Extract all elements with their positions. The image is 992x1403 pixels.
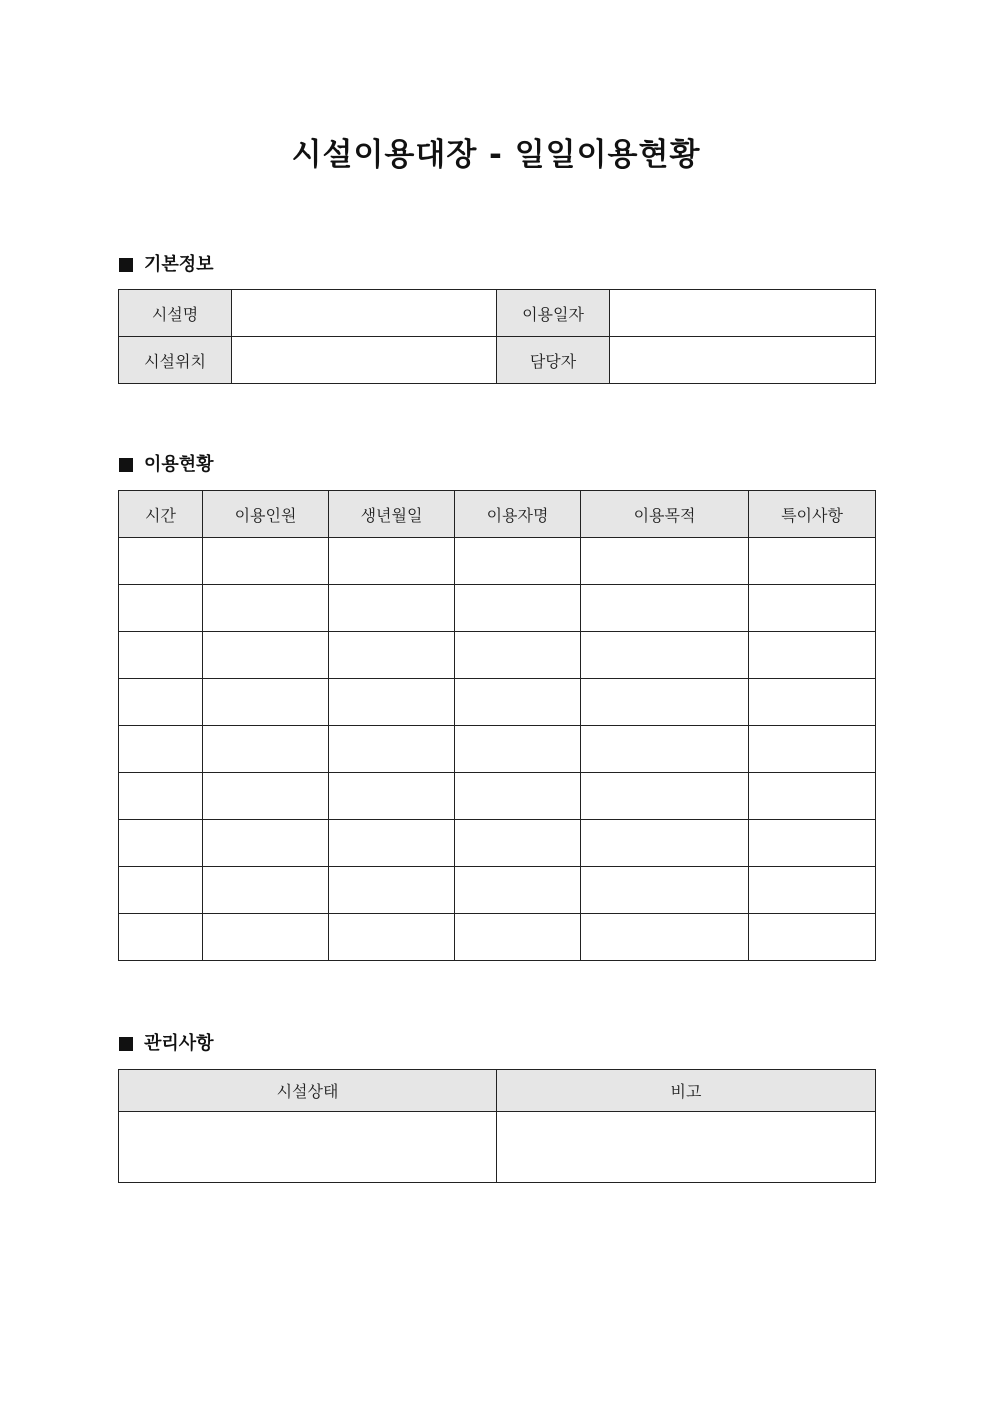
cell-time[interactable]	[119, 632, 203, 679]
column-header-facility-condition: 시설상태	[119, 1070, 497, 1112]
use-date-field[interactable]	[610, 290, 876, 337]
cell-purpose[interactable]	[581, 679, 749, 726]
notes-field[interactable]	[497, 1112, 876, 1183]
management-heading	[119, 1032, 214, 1056]
cell-headcount[interactable]	[203, 585, 329, 632]
square-bullet-icon	[119, 258, 133, 272]
cell-time[interactable]	[119, 820, 203, 867]
table-row	[119, 290, 876, 337]
table-row	[119, 914, 876, 961]
cell-remarks[interactable]	[749, 773, 876, 820]
table-row	[119, 538, 876, 585]
facility-location-field[interactable]	[232, 337, 497, 384]
cell-remarks[interactable]	[749, 726, 876, 773]
cell-time[interactable]	[119, 585, 203, 632]
table-header-row	[119, 1070, 876, 1112]
cell-remarks[interactable]	[749, 820, 876, 867]
table-row	[119, 585, 876, 632]
cell-time[interactable]	[119, 538, 203, 585]
cell-birthdate[interactable]	[329, 867, 455, 914]
usage-status-heading-text: 이용현황	[144, 454, 214, 475]
column-header-purpose: 이용목적	[581, 491, 749, 538]
cell-birthdate[interactable]	[329, 538, 455, 585]
manager-field[interactable]	[610, 337, 876, 384]
cell-user-name[interactable]	[455, 538, 581, 585]
facility-name-label: 시설명	[119, 290, 232, 337]
cell-purpose[interactable]	[581, 773, 749, 820]
cell-purpose[interactable]	[581, 820, 749, 867]
column-header-remarks: 특이사항	[749, 491, 876, 538]
cell-user-name[interactable]	[455, 632, 581, 679]
cell-birthdate[interactable]	[329, 632, 455, 679]
column-header-birthdate: 생년월일	[329, 491, 455, 538]
cell-user-name[interactable]	[455, 914, 581, 961]
cell-time[interactable]	[119, 914, 203, 961]
cell-user-name[interactable]	[455, 585, 581, 632]
cell-time[interactable]	[119, 773, 203, 820]
cell-headcount[interactable]	[203, 679, 329, 726]
usage-status-heading	[119, 453, 214, 477]
cell-time[interactable]	[119, 867, 203, 914]
cell-time[interactable]	[119, 679, 203, 726]
cell-birthdate[interactable]	[329, 585, 455, 632]
cell-headcount[interactable]	[203, 538, 329, 585]
cell-user-name[interactable]	[455, 679, 581, 726]
cell-headcount[interactable]	[203, 773, 329, 820]
table-row	[119, 1112, 876, 1183]
usage-table-body	[119, 538, 876, 961]
cell-user-name[interactable]	[455, 773, 581, 820]
usage-status-table	[118, 490, 876, 961]
square-bullet-icon	[119, 1037, 133, 1051]
cell-time[interactable]	[119, 726, 203, 773]
management-heading-text: 관리사항	[144, 1033, 214, 1054]
cell-user-name[interactable]	[455, 820, 581, 867]
column-header-notes: 비고	[497, 1070, 876, 1112]
facility-name-field[interactable]	[232, 290, 497, 337]
cell-purpose[interactable]	[581, 585, 749, 632]
cell-purpose[interactable]	[581, 867, 749, 914]
use-date-label: 이용일자	[497, 290, 610, 337]
cell-remarks[interactable]	[749, 679, 876, 726]
cell-birthdate[interactable]	[329, 773, 455, 820]
cell-birthdate[interactable]	[329, 679, 455, 726]
cell-birthdate[interactable]	[329, 726, 455, 773]
square-bullet-icon	[119, 458, 133, 472]
cell-remarks[interactable]	[749, 632, 876, 679]
cell-remarks[interactable]	[749, 538, 876, 585]
cell-birthdate[interactable]	[329, 820, 455, 867]
cell-headcount[interactable]	[203, 726, 329, 773]
column-header-time: 시간	[119, 491, 203, 538]
table-row	[119, 632, 876, 679]
cell-remarks[interactable]	[749, 867, 876, 914]
table-row	[119, 679, 876, 726]
cell-remarks[interactable]	[749, 585, 876, 632]
cell-user-name[interactable]	[455, 867, 581, 914]
table-row	[119, 726, 876, 773]
basic-info-heading-text: 기본정보	[144, 254, 214, 275]
cell-birthdate[interactable]	[329, 914, 455, 961]
management-table	[118, 1069, 876, 1183]
basic-info-heading	[119, 253, 214, 277]
cell-purpose[interactable]	[581, 632, 749, 679]
column-header-user-name: 이용자명	[455, 491, 581, 538]
cell-remarks[interactable]	[749, 914, 876, 961]
page-title: 시설이용대장 - 일일이용현황	[291, 137, 701, 173]
table-row	[119, 773, 876, 820]
cell-headcount[interactable]	[203, 914, 329, 961]
column-header-headcount: 이용인원	[203, 491, 329, 538]
table-row	[119, 820, 876, 867]
facility-condition-field[interactable]	[119, 1112, 497, 1183]
table-row	[119, 867, 876, 914]
cell-purpose[interactable]	[581, 914, 749, 961]
facility-location-label: 시설위치	[119, 337, 232, 384]
basic-info-table	[118, 289, 876, 384]
manager-label: 담당자	[497, 337, 610, 384]
cell-headcount[interactable]	[203, 632, 329, 679]
table-header-row	[119, 491, 876, 538]
cell-purpose[interactable]	[581, 726, 749, 773]
cell-headcount[interactable]	[203, 867, 329, 914]
table-row	[119, 337, 876, 384]
cell-user-name[interactable]	[455, 726, 581, 773]
cell-purpose[interactable]	[581, 538, 749, 585]
cell-headcount[interactable]	[203, 820, 329, 867]
